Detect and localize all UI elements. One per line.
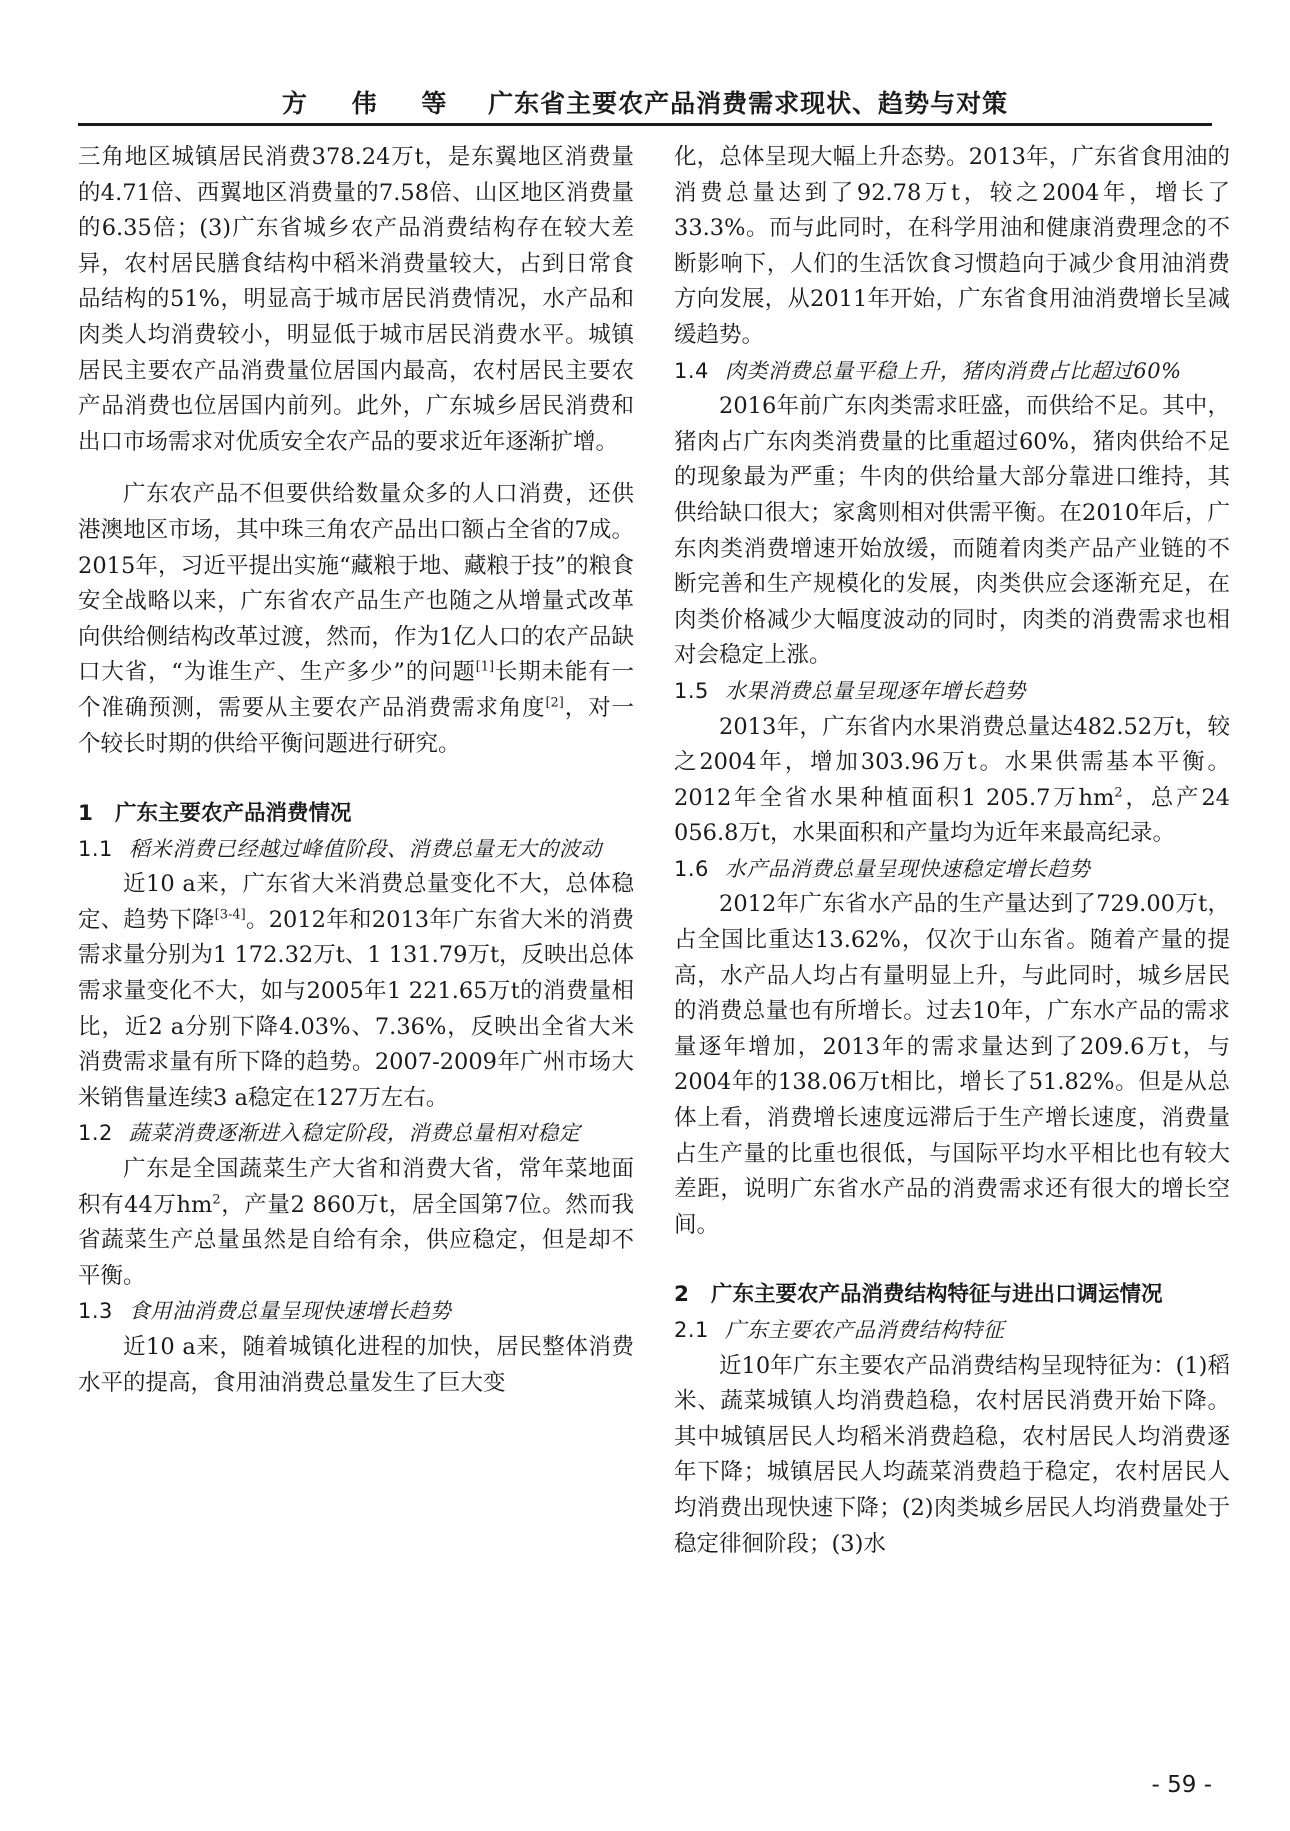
subsection-heading: 1.5 水果消费总量呈现逐年增长趋势 [674, 678, 1026, 703]
superscript: 2 [212, 1192, 221, 1208]
paragraph: 近10 a来，广东省大米消费总量变化不大，总体稳定、趋势下降[3-4]。2012年和2013年广东省大米的消费需求量分别为1 172.32万t、1 131.79万t，反映出总体需求量变化不大，如与2005年1 221.65万t的消费量相比，近2 a分别下降4.03%、7.36%，反映出全省大米消费需求量有所下降的趋势。2007-2009年广州市场大米销售量连续3 a稳定在127万左右。 [78, 871, 634, 1111]
subsection-heading: 1.1 稻米消费已经越过峰值阶段、消费总量无大的波动 [78, 836, 602, 861]
section-heading: 2 广东主要农产品消费结构特征与进出口调运情况 [674, 1282, 1163, 1308]
subsection-heading: 1.4 肉类消费总量平稳上升，猪肉消费占比超过60% [674, 358, 1182, 383]
paragraph: 广东是全国蔬菜生产大省和消费大省，常年菜地面积有44万$hm^2$，产量2 860万t，居全国第7位。然而我省蔬菜生产总量虽然是自给有余，供应稳定，但是却不平衡。 [78, 1156, 634, 1289]
paragraph: 近10年广东主要农产品消费结构呈现特征为：(1)稻米、蔬菜城镇人均消费趋稳，农村居民消费开始下降。其中城镇居民人均稻米消费趋稳，农村居民人均消费逐年下降；城镇居民人均蔬菜消费趋于稳定，农村居民人均消费出现快速下降；(2)肉类城乡居民人均消费量处于稳定徘徊阶段；(3)水 [674, 1352, 1230, 1557]
running-head-authors: 方 伟 等 [281, 89, 465, 118]
running-head [78, 84, 1212, 120]
left-column [78, 140, 634, 1401]
subsection-heading: 1.2 蔬菜消费逐渐进入稳定阶段，消费总量相对稳定 [78, 1121, 581, 1146]
right-column [674, 140, 1230, 1562]
superscript: 2 [1114, 785, 1123, 801]
subsection-heading: 2.1 广东主要农产品消费结构特征 [674, 1318, 1005, 1342]
paragraph: 化，总体呈现大幅上升态势。2013年，广东省食用油的消费总量达到了92.78万t，较之2004年，增长了33.3%。而与此同时，在科学用油和健康消费理念的不断影响下，人们的生活饮食习惯趋向于减少食用油消费方向发展，从2011年开始，广东省食用油消费增长呈减缓趋势。 [674, 144, 1230, 348]
paragraph: 2013年，广东省内水果消费总量达482.52万t，较之2004年，增加303.96万t。水果供需基本平衡。2012年全省水果种植面积1 205.7万$hm^2$，总产24 056.8万t，水果面积和产量均为近年来最高纪录。 [674, 713, 1230, 847]
page-number: - 59 - [1151, 1772, 1212, 1798]
paragraph: 近10 a来，随着城镇化进程的加快，居民整体消费水平的提高，食用油消费总量发生了巨大变 [78, 1334, 634, 1396]
subsection-heading: 1.3 食用油消费总量呈现快速增长趋势 [78, 1299, 452, 1324]
section-heading: 1 广东主要农产品消费情况 [78, 801, 352, 827]
paragraph: 2016年前广东肉类需求旺盛，而供给不足。其中，猪肉占广东肉类消费量的比重超过60%，猪肉供给不足的现象最为严重；牛肉的供给量大部分靠进口维持，其供给缺口很大；家禽则相对供需平衡。在2010年后，广东肉类消费增速开始放缓，而随着肉类产品产业链的不断完善和生产规模化的发展，肉类供应会逐渐充足，在肉类价格减少大幅度波动的同时，肉类的消费需求也相对会稳定上涨。 [674, 393, 1230, 669]
running-head-title: 广东省主要农产品消费需求现状、趋势与对策 [488, 89, 1009, 118]
citation: [3-4] [214, 907, 246, 923]
paragraph: 广东农产品不但要供给数量众多的人口消费，还供港澳地区市场，其中珠三角农产品出口额占全省的7成。2015年，习近平提出实施“藏粮于地、藏粮于技”的粮食安全战略以来，广东省农产品生产也随之从增量式改革向供给侧结构改革过渡，然而，作为1亿人口的农产品缺口大省，“为谁生产、生产多少”的问题[1]长期未能有一个准确预测，需要从主要农产品消费需求角度[2]，对一个较长时期的供给平衡问题进行研究。 [78, 481, 634, 757]
header-rule [78, 123, 1212, 126]
subsection-heading: 1.6 水产品消费总量呈现快速稳定增长趋势 [674, 856, 1091, 881]
paragraph: 2012年广东省水产品的生产量达到了729.00万t，占全国比重达13.62%，仅次于山东省。随着产量的提高，水产品人均占有量明显上升，与此同时，城乡居民的消费总量也有所增长。过去10年，广东水产品的需求量逐年增加，2013年的需求量达到了209.6万t，与2004年的138.06万t相比，增长了51.82%。但是从总体上看，消费增长速度远滞后于生产增长速度，消费量占生产量的比重也很低，与国际平均水平相比也有较大差距，说明广东省水产品的消费需求还有很大的增长空间。 [674, 891, 1230, 1238]
citation: [2] [545, 695, 564, 711]
citation: [1] [475, 659, 495, 675]
paragraph: 三角地区城镇居民消费378.24万t，是东翼地区消费量的4.71倍、西翼地区消费量的7.58倍、山区地区消费量的6.35倍；(3)广东省城乡农产品消费结构存在较大差异，农村居民膳食结构中稻米消费量较大，占到日常食品结构的51%，明显高于城市居民消费情况，水产品和肉类人均消费较小，明显低于城市居民消费水平。城镇居民主要农产品消费量位居国内最高，农村居民主要农产品消费也位居国内前列。此外，广东城乡居民消费和出口市场需求对优质安全农产品的要求近年逐渐扩增。 [78, 144, 634, 455]
